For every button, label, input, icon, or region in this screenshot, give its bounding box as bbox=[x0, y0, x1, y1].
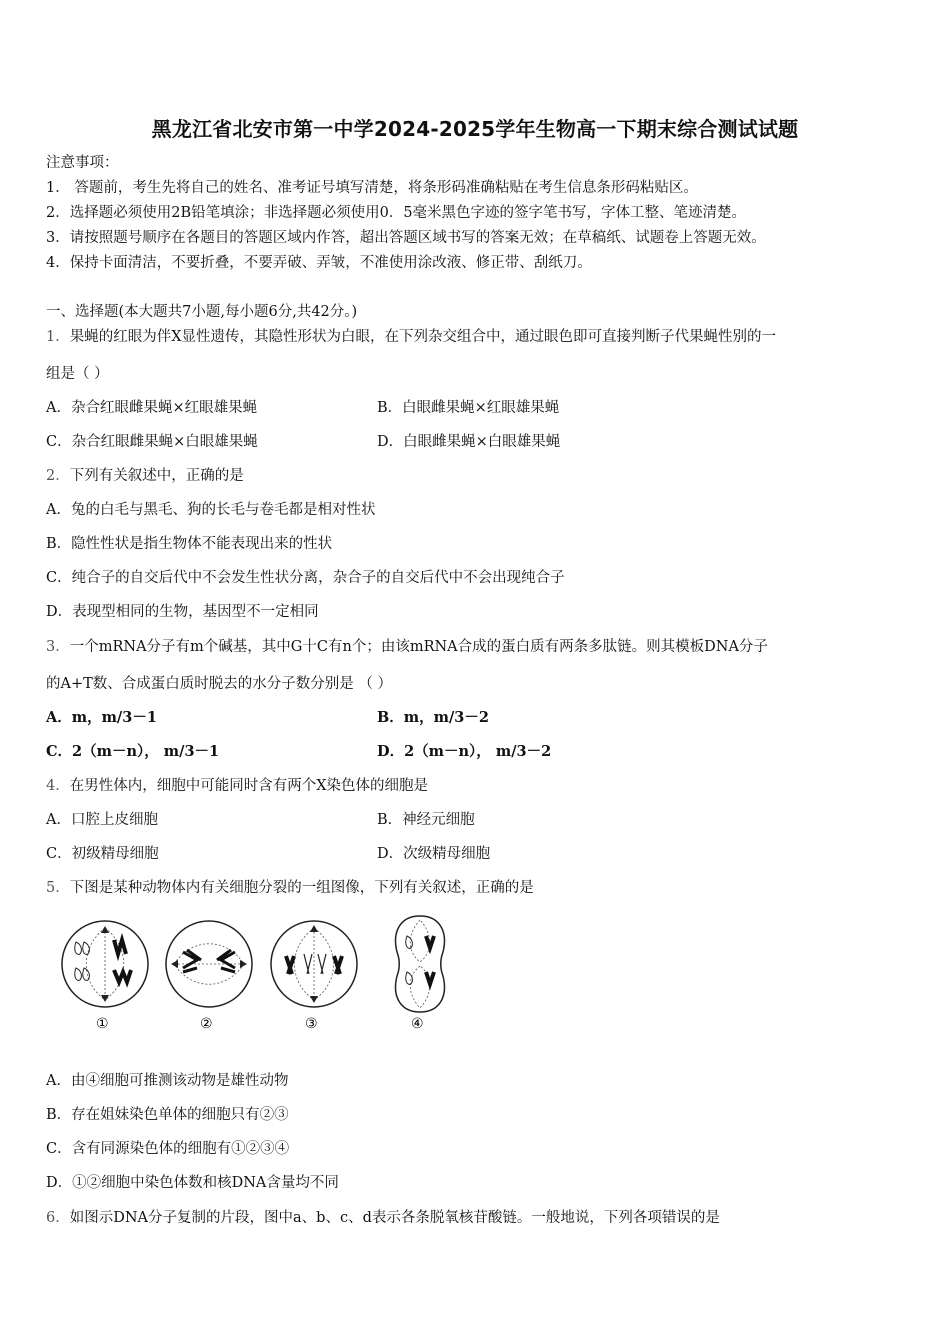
option-b[interactable]: B．隐性性状是指生物体不能表现出来的性状 bbox=[46, 536, 333, 552]
question-stem-continued: 组是（ ） bbox=[46, 366, 109, 382]
figure-label-1: ① bbox=[96, 1016, 109, 1032]
option-d[interactable]: D．①②细胞中染色体数和核DNA含量均不同 bbox=[46, 1175, 339, 1191]
notice-item: 4．保持卡面清洁，不要折叠，不要弄破、弄皱，不准使用涂改液、修正带、刮纸刀。 bbox=[46, 255, 592, 271]
option-d[interactable]: D．次级精母细胞 bbox=[377, 846, 491, 862]
question-6 bbox=[46, 1208, 720, 1228]
question-5 bbox=[46, 878, 534, 898]
question-number: 1． bbox=[46, 329, 70, 345]
question-stem: 下图是某种动物体内有关细胞分裂的一组图像，下列有关叙述，正确的是 bbox=[69, 880, 534, 896]
question-1 bbox=[46, 327, 776, 347]
question-4 bbox=[46, 776, 428, 796]
cell-division-diagram bbox=[52, 912, 472, 1034]
cell-4-image bbox=[396, 916, 445, 1032]
figure-label-4: ④ bbox=[411, 1016, 424, 1032]
option-b[interactable]: B．存在姐妹染色单体的细胞只有②③ bbox=[46, 1107, 289, 1123]
cell-3-image bbox=[271, 921, 357, 1032]
question-number: 3． bbox=[46, 639, 70, 655]
question-stem: 下列有关叙述中，正确的是 bbox=[69, 468, 244, 484]
notice-item: 1． 答题前，考生先将自己的姓名、准考证号填写清楚，将条形码准确粘贴在考生信息条形码粘贴区。 bbox=[46, 180, 698, 196]
notice-item: 2．选择题必须使用2B铅笔填涂；非选择题必须使用0．5毫米黑色字迹的签字笔书写，字体工整、笔迹清楚。 bbox=[46, 205, 747, 221]
question-number: 2． bbox=[46, 468, 70, 484]
question-stem: 果蝇的红眼为伴X显性遗传，其隐性形状为白眼，在下列杂交组合中，通过眼色即可直接判断子代果蝇性别的一 bbox=[69, 329, 777, 345]
option-d[interactable]: D．表现型相同的生物，基因型不一定相同 bbox=[46, 604, 319, 620]
section-heading: 一、选择题(本大题共7小题,每小题6分,共42分。) bbox=[46, 304, 358, 320]
option-a[interactable]: A．口腔上皮细胞 bbox=[46, 812, 158, 828]
notice-heading: 注意事项： bbox=[46, 155, 119, 171]
question-number: 4． bbox=[46, 778, 70, 794]
question-number: 6． bbox=[46, 1210, 70, 1226]
question-2 bbox=[46, 466, 244, 486]
option-b[interactable]: B．m，m/3－2 bbox=[377, 709, 489, 726]
option-b[interactable]: B．白眼雌果蝇×红眼雄果蝇 bbox=[377, 400, 560, 416]
cell-division-figure bbox=[52, 912, 472, 1034]
option-c[interactable]: C．杂合红眼雌果蝇×白眼雄果蝇 bbox=[46, 434, 258, 450]
question-stem-continued: 的A+T数、合成蛋白质时脱去的水分子数分别是 （ ） bbox=[46, 676, 393, 692]
question-stem: 一个mRNA分子有m个碱基，其中G十C有n个；由该mRNA合成的蛋白质有两条多肽链。则其模板DNA分子 bbox=[69, 639, 768, 655]
option-d[interactable]: D．2（m－n）， m/3－2 bbox=[377, 743, 552, 760]
option-a[interactable]: A．兔的白毛与黑毛、狗的长毛与卷毛都是相对性状 bbox=[46, 502, 376, 518]
cell-1-image bbox=[62, 921, 148, 1032]
option-b[interactable]: B．神经元细胞 bbox=[377, 812, 475, 828]
option-c[interactable]: C．纯合子的自交后代中不会发生性状分离，杂合子的自交后代中不会出现纯合子 bbox=[46, 570, 565, 586]
option-c[interactable]: C．含有同源染色体的细胞有①②③④ bbox=[46, 1141, 290, 1157]
figure-label-2: ② bbox=[200, 1016, 213, 1032]
notice-item: 3．请按照题号顺序在各题目的答题区域内作答，超出答题区域书写的答案无效；在草稿纸、试题卷上答题无效。 bbox=[46, 230, 766, 246]
option-d[interactable]: D．白眼雌果蝇×白眼雄果蝇 bbox=[377, 434, 561, 450]
option-a[interactable]: A．由④细胞可推测该动物是雄性动物 bbox=[46, 1073, 289, 1089]
figure-label-3: ③ bbox=[305, 1016, 318, 1032]
question-stem: 如图示DNA分子复制的片段，图中a、b、c、d表示各条脱氧核苷酸链。一般地说，下列各项错误的是 bbox=[69, 1210, 720, 1226]
question-3 bbox=[46, 637, 768, 657]
question-stem: 在男性体内，细胞中可能同时含有两个X染色体的细胞是 bbox=[69, 778, 429, 794]
option-a[interactable]: A．杂合红眼雌果蝇×红眼雄果蝇 bbox=[46, 400, 258, 416]
question-number: 5． bbox=[46, 880, 70, 896]
option-c[interactable]: C．初级精母细胞 bbox=[46, 846, 159, 862]
option-c[interactable]: C．2（m－n）， m/3－1 bbox=[46, 743, 220, 760]
page-title: 黑龙江省北安市第一中学2024-2025学年生物高一下期末综合测试试题 bbox=[151, 117, 799, 141]
cell-2-image bbox=[166, 921, 252, 1032]
option-a[interactable]: A．m，m/3－1 bbox=[46, 709, 157, 726]
